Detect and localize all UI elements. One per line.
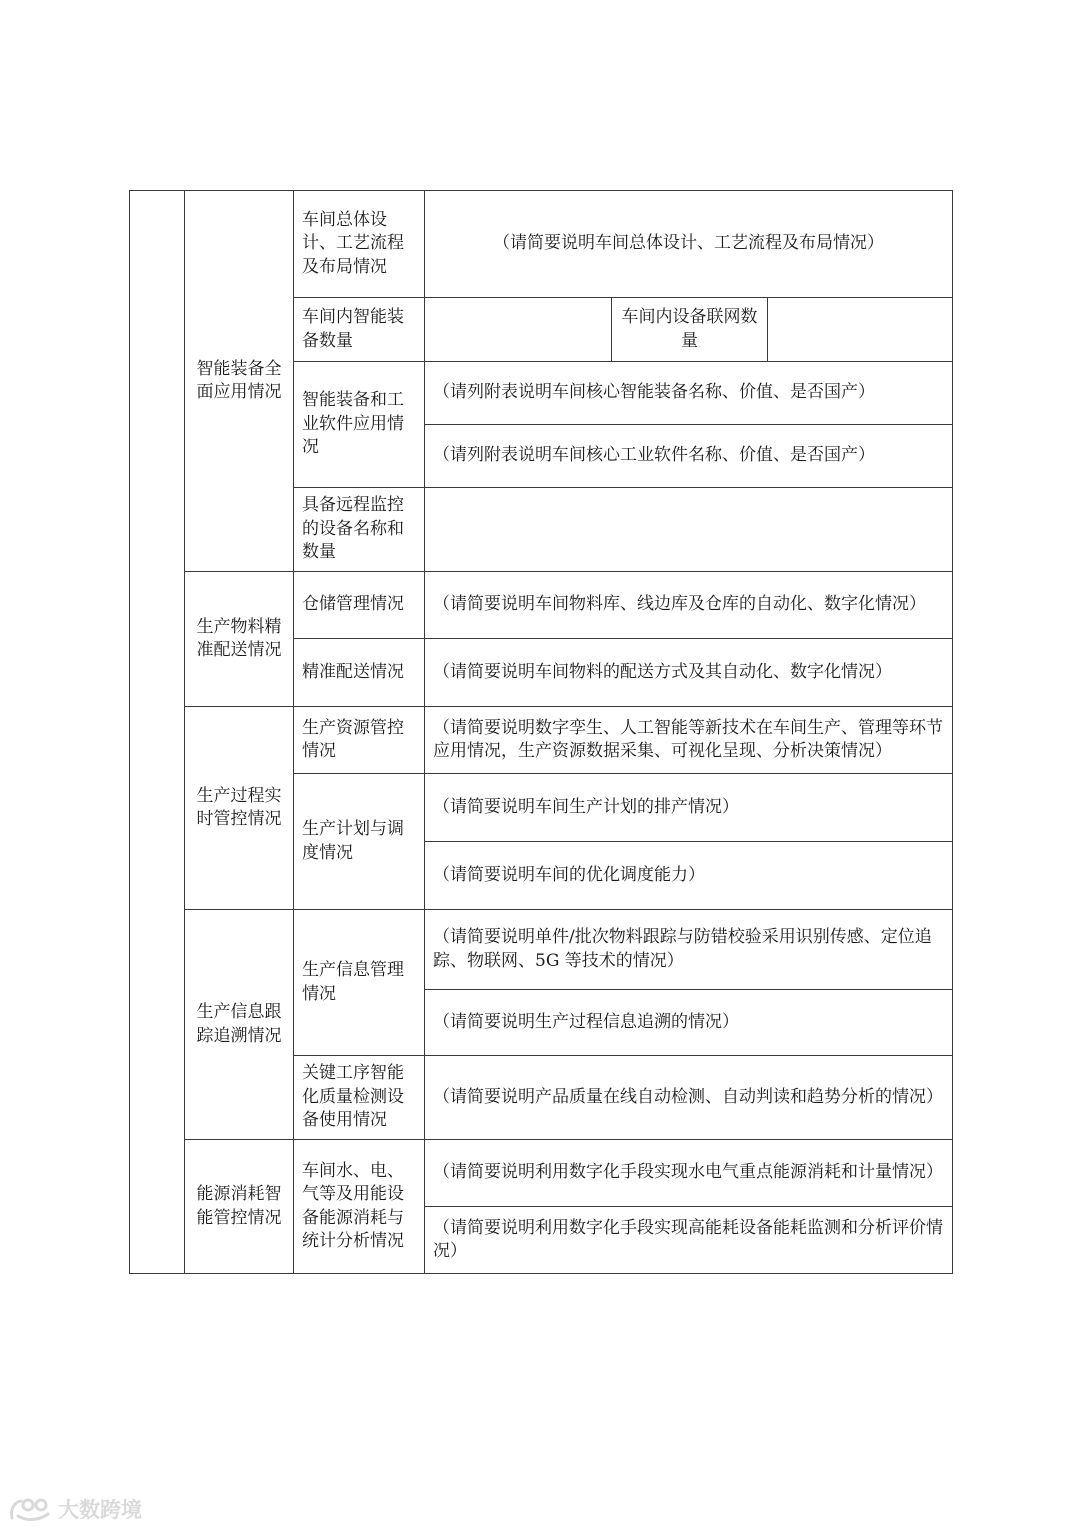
sub-item-cell: 具备远程监控的设备名称和数量 bbox=[294, 488, 425, 572]
category-cell: 生产信息跟踪追溯情况 bbox=[185, 910, 294, 1140]
description-cell[interactable]: （请简要说明车间物料库、线边库及仓库的自动化、数字化情况） bbox=[425, 572, 953, 639]
sub-item-cell: 车间水、电、气等及用能设备能源消耗与统计分析情况 bbox=[294, 1140, 425, 1274]
description-cell[interactable]: （请简要说明生产过程信息追溯的情况） bbox=[425, 990, 953, 1056]
watermark bbox=[8, 1495, 142, 1523]
sub-item-cell: 仓储管理情况 bbox=[294, 572, 425, 639]
description-cell[interactable]: （请简要说明车间生产计划的排产情况） bbox=[425, 774, 953, 842]
description-cell[interactable]: （请简要说明产品质量在线自动检测、自动判读和趋势分析的情况） bbox=[425, 1056, 953, 1140]
brand-logo-icon bbox=[8, 1496, 54, 1522]
sub-item-cell: 关键工序智能化质量检测设备使用情况 bbox=[294, 1056, 425, 1140]
category-cell: 生产物料精准配送情况 bbox=[185, 572, 294, 707]
description-cell[interactable]: （请简要说明利用数字化手段实现水电气重点能源消耗和计量情况） bbox=[425, 1140, 953, 1207]
sub-item-cell: 精准配送情况 bbox=[294, 639, 425, 707]
category-cell: 智能装备全面应用情况 bbox=[185, 191, 294, 572]
sub-item-cell: 智能装备和工业软件应用情况 bbox=[294, 362, 425, 488]
sub-item-cell: 车间内设备联网数量 bbox=[612, 298, 768, 362]
sub-item-cell: 生产计划与调度情况 bbox=[294, 774, 425, 910]
value-cell[interactable] bbox=[768, 298, 953, 362]
watermark-text: 大数跨境 bbox=[58, 1498, 142, 1522]
index-column-cell bbox=[130, 191, 185, 1274]
sub-item-cell: 车间内智能装备数量 bbox=[294, 298, 425, 362]
sub-item-cell: 车间总体设计、工艺流程及布局情况 bbox=[294, 191, 425, 298]
table-row bbox=[130, 191, 953, 298]
sub-item-cell: 生产信息管理情况 bbox=[294, 910, 425, 1056]
category-cell: 能源消耗智能管控情况 bbox=[185, 1140, 294, 1274]
table-row bbox=[130, 910, 953, 990]
description-cell[interactable]: （请简要说明车间的优化调度能力） bbox=[425, 842, 953, 910]
table-row bbox=[130, 1140, 953, 1207]
table-row bbox=[130, 572, 953, 639]
description-cell[interactable]: （请简要说明车间物料的配送方式及其自动化、数字化情况） bbox=[425, 639, 953, 707]
description-cell[interactable]: （请列附表说明车间核心工业软件名称、价值、是否国产） bbox=[425, 425, 953, 488]
description-cell[interactable]: （请简要说明单件/批次物料跟踪与防错校验采用识别传感、定位追踪、物联网、5G 等技术的情况） bbox=[425, 910, 953, 990]
description-cell[interactable]: （请简要说明车间总体设计、工艺流程及布局情况） bbox=[425, 191, 953, 298]
sub-item-cell: 生产资源管控情况 bbox=[294, 707, 425, 774]
table-row bbox=[130, 707, 953, 774]
category-cell: 生产过程实时管控情况 bbox=[185, 707, 294, 910]
application-form-table bbox=[129, 190, 953, 1274]
description-cell[interactable]: （请列附表说明车间核心智能装备名称、价值、是否国产） bbox=[425, 362, 953, 425]
description-cell[interactable]: （请简要说明利用数字化手段实现高能耗设备能耗监测和分析评价情况） bbox=[425, 1207, 953, 1274]
value-cell[interactable] bbox=[425, 298, 612, 362]
value-cell[interactable] bbox=[425, 488, 953, 572]
description-cell[interactable]: （请简要说明数字孪生、人工智能等新技术在车间生产、管理等环节应用情况，生产资源数据采集、可视化呈现、分析决策情况） bbox=[425, 707, 953, 774]
